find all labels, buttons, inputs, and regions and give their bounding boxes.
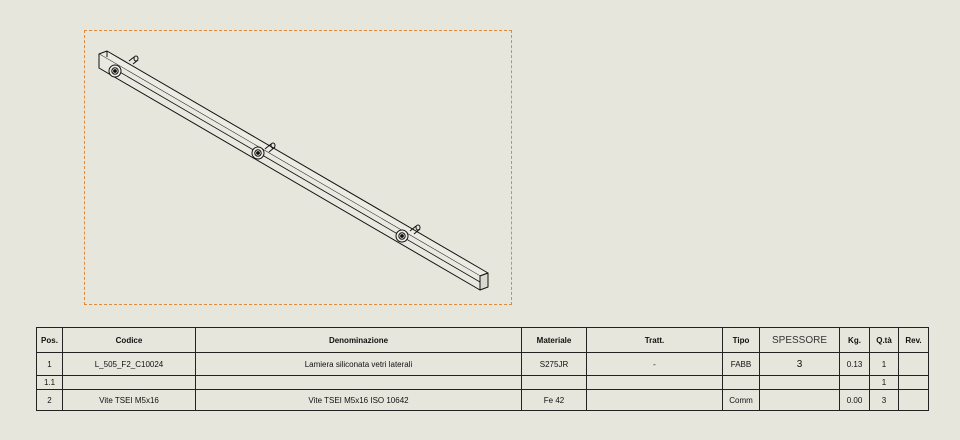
cell-rev[interactable] xyxy=(899,376,929,390)
header-materiale[interactable]: Materiale xyxy=(522,328,587,353)
cell-kg[interactable]: 0.00 xyxy=(840,390,870,411)
cell-pos[interactable]: 1 xyxy=(37,353,63,376)
header-pos[interactable]: Pos. xyxy=(37,328,63,353)
stud-1 xyxy=(129,56,138,64)
header-tipo[interactable]: Tipo xyxy=(723,328,760,353)
cell-denominazione[interactable] xyxy=(196,376,522,390)
header-tratt[interactable]: Tratt. xyxy=(587,328,723,353)
cell-denominazione[interactable]: Vite TSEI M5x16 ISO 10642 xyxy=(196,390,522,411)
cell-tipo[interactable]: FABB xyxy=(723,353,760,376)
header-rev[interactable]: Rev. xyxy=(899,328,929,353)
cell-materiale[interactable]: Fe 42 xyxy=(522,390,587,411)
cell-codice[interactable]: L_505_F2_C10024 xyxy=(63,353,196,376)
cell-materiale[interactable]: S275JR xyxy=(522,353,587,376)
bar-top-face xyxy=(99,51,488,276)
drawing-view[interactable] xyxy=(84,30,512,305)
bar-end-face xyxy=(480,273,488,290)
header-kg[interactable]: Kg. xyxy=(840,328,870,353)
cell-codice[interactable]: Vite TSEI M5x16 xyxy=(63,390,196,411)
cell-tratt[interactable]: - xyxy=(587,353,723,376)
cell-materiale[interactable] xyxy=(522,376,587,390)
bar-front-face xyxy=(99,54,480,290)
table-row[interactable] xyxy=(37,376,929,390)
cell-qta[interactable]: 1 xyxy=(870,376,899,390)
cell-pos[interactable]: 2 xyxy=(37,390,63,411)
table-row[interactable] xyxy=(37,353,929,376)
cell-denominazione[interactable]: Lamiera siliconata vetri laterali xyxy=(196,353,522,376)
screw-2 xyxy=(252,147,264,159)
cell-kg[interactable] xyxy=(840,376,870,390)
cell-spessore[interactable] xyxy=(760,376,840,390)
cell-codice[interactable] xyxy=(63,376,196,390)
cell-spessore[interactable]: 3 xyxy=(760,353,840,376)
cell-rev[interactable] xyxy=(899,390,929,411)
header-spessore[interactable]: SPESSORE xyxy=(760,328,840,353)
screw-3 xyxy=(396,230,408,242)
cell-tratt[interactable] xyxy=(587,390,723,411)
cell-tratt[interactable] xyxy=(587,376,723,390)
header-codice[interactable]: Codice xyxy=(63,328,196,353)
table-header-row xyxy=(37,328,929,353)
cell-qta[interactable]: 1 xyxy=(870,353,899,376)
cell-pos[interactable]: 1.1 xyxy=(37,376,63,390)
cell-kg[interactable]: 0.13 xyxy=(840,353,870,376)
part-isometric-drawing xyxy=(85,31,513,306)
cell-spessore[interactable] xyxy=(760,390,840,411)
header-denominazione[interactable]: Denominazione xyxy=(196,328,522,353)
bill-of-materials-table[interactable] xyxy=(36,327,929,411)
cell-tipo[interactable] xyxy=(723,376,760,390)
cell-tipo[interactable]: Comm xyxy=(723,390,760,411)
screw-1 xyxy=(109,65,121,77)
cell-qta[interactable]: 3 xyxy=(870,390,899,411)
cell-rev[interactable] xyxy=(899,353,929,376)
table-row[interactable] xyxy=(37,390,929,411)
header-qta[interactable]: Q.tà xyxy=(870,328,899,353)
